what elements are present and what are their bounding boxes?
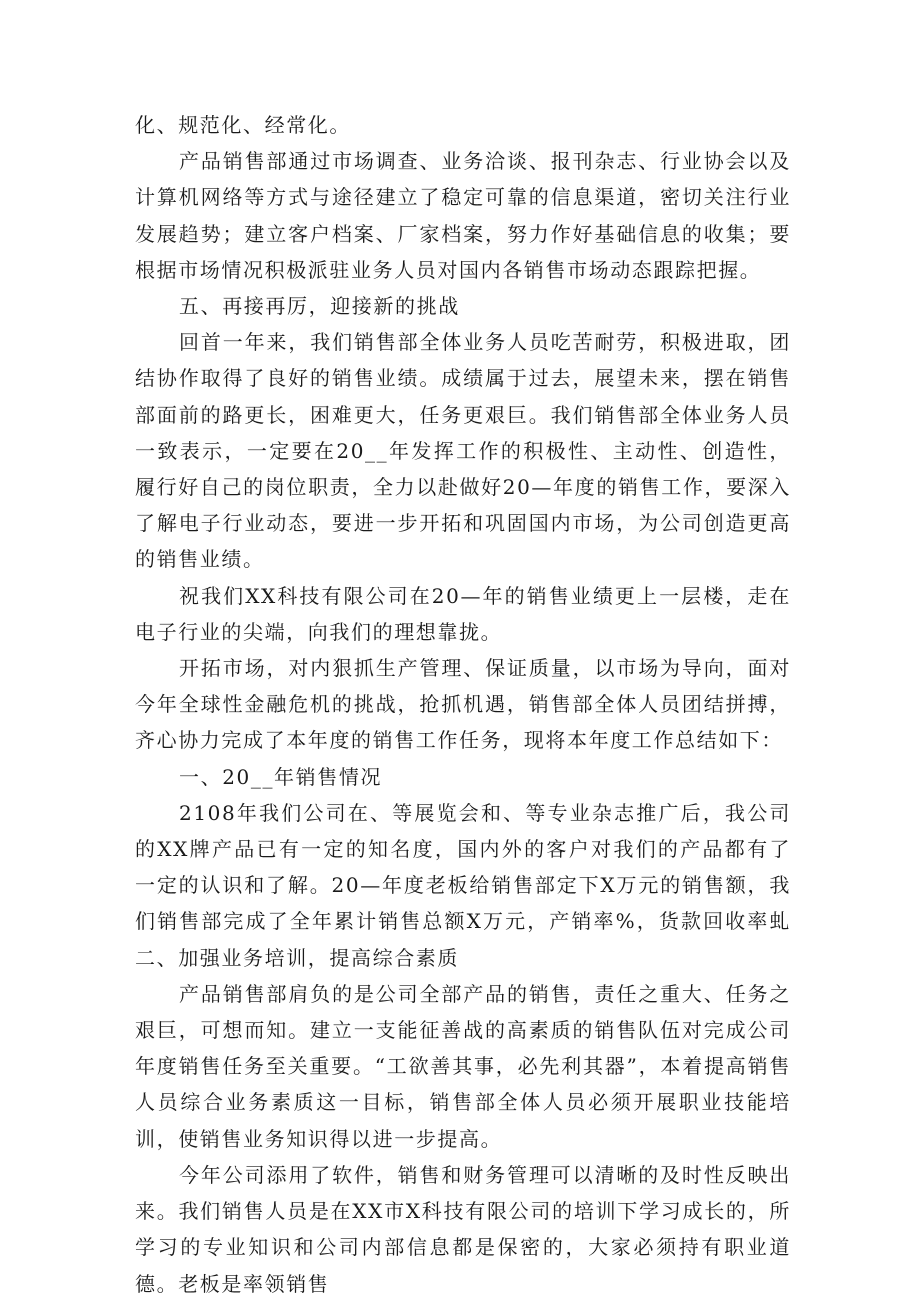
paragraph-continuation: 化、规范化、经常化。 xyxy=(135,113,351,137)
paragraph-training: 产品销售部肩负的是公司全部产品的销售，责任之重大、任务之艰巨，可想而知。建立一支能征善战的高素质的销售队伍对完成公司年度销售任务至关重要。“工欲善其事，必先利其器”，本着提高销售人员综合业务素质这一目标，销售部全体人员必须开展职业技能培训，使销售业务知识得以进一步提高。 xyxy=(135,981,791,1151)
paragraph-sales-situation: 2108年我们公司在、等展览会和、等专业杂志推广后，我公司的XX牌产品已有一定的知名度，国内外的客户对我们的产品都有了一定的认识和了解。20—年度老板给销售部定下X万元的销售额，我们销售部完成了全年累计销售总额X万元，产销率%，货款回收率虬二、加强业务培训，提高综合素质 xyxy=(135,800,791,970)
paragraph-wishes: 祝我们XX科技有限公司在20—年的销售业绩更上一层楼，走在电子行业的尖端，向我们的理想靠拢。 xyxy=(135,583,791,644)
paragraph-info-channels: 产品销售部通过市场调查、业务洽谈、报刊杂志、行业协会以及计算机网络等方式与途径建立了稳定可靠的信息渠道，密切关注行业发展趋势；建立客户档案、厂家档案，努力作好基础信息的收集；要根据市场情况积极派驻业务人员对国内各销售市场动态跟踪把握。 xyxy=(135,149,791,282)
section-heading-one: 一、20__年销售情况 xyxy=(179,764,383,789)
paragraph-review: 回首一年来，我们销售部全体业务人员吃苦耐劳，积极进取，团结协作取得了良好的销售业绩。成绩属于过去，展望未来，摆在销售部面前的路更长，困难更大，任务更艰巨。我们销售部全体业务人员一致表示，一定要在20__年发挥工作的积极性、主动性、创造性，履行好自己的岗位职责，全力以赴做好20—年度的销售工作，要深入了解电子行业动态，要进一步开拓和巩固国内市场，为公司创造更高的销售业绩。 xyxy=(135,330,791,572)
paragraph-software: 今年公司添用了软件，销售和财务管理可以清晰的及时性反映出来。我们销售人员是在XX市X科技有限公司的培训下学习成长的，所学习的专业知识和公司内部信息都是保密的，大家必须持有职业道德。老板是率领销售 xyxy=(135,1162,791,1296)
section-heading-five: 五、再接再厉，迎接新的挑战 xyxy=(179,294,460,319)
paragraph-market-expansion: 开拓市场，对内狠抓生产管理、保证质量，以市场为导向，面对今年全球性金融危机的挑战，抢抓机遇，销售部全体人员团结拼搏，齐心协力完成了本年度的销售工作任务，现将本年度工作总结如下： xyxy=(135,656,791,753)
document-page xyxy=(135,107,791,1302)
